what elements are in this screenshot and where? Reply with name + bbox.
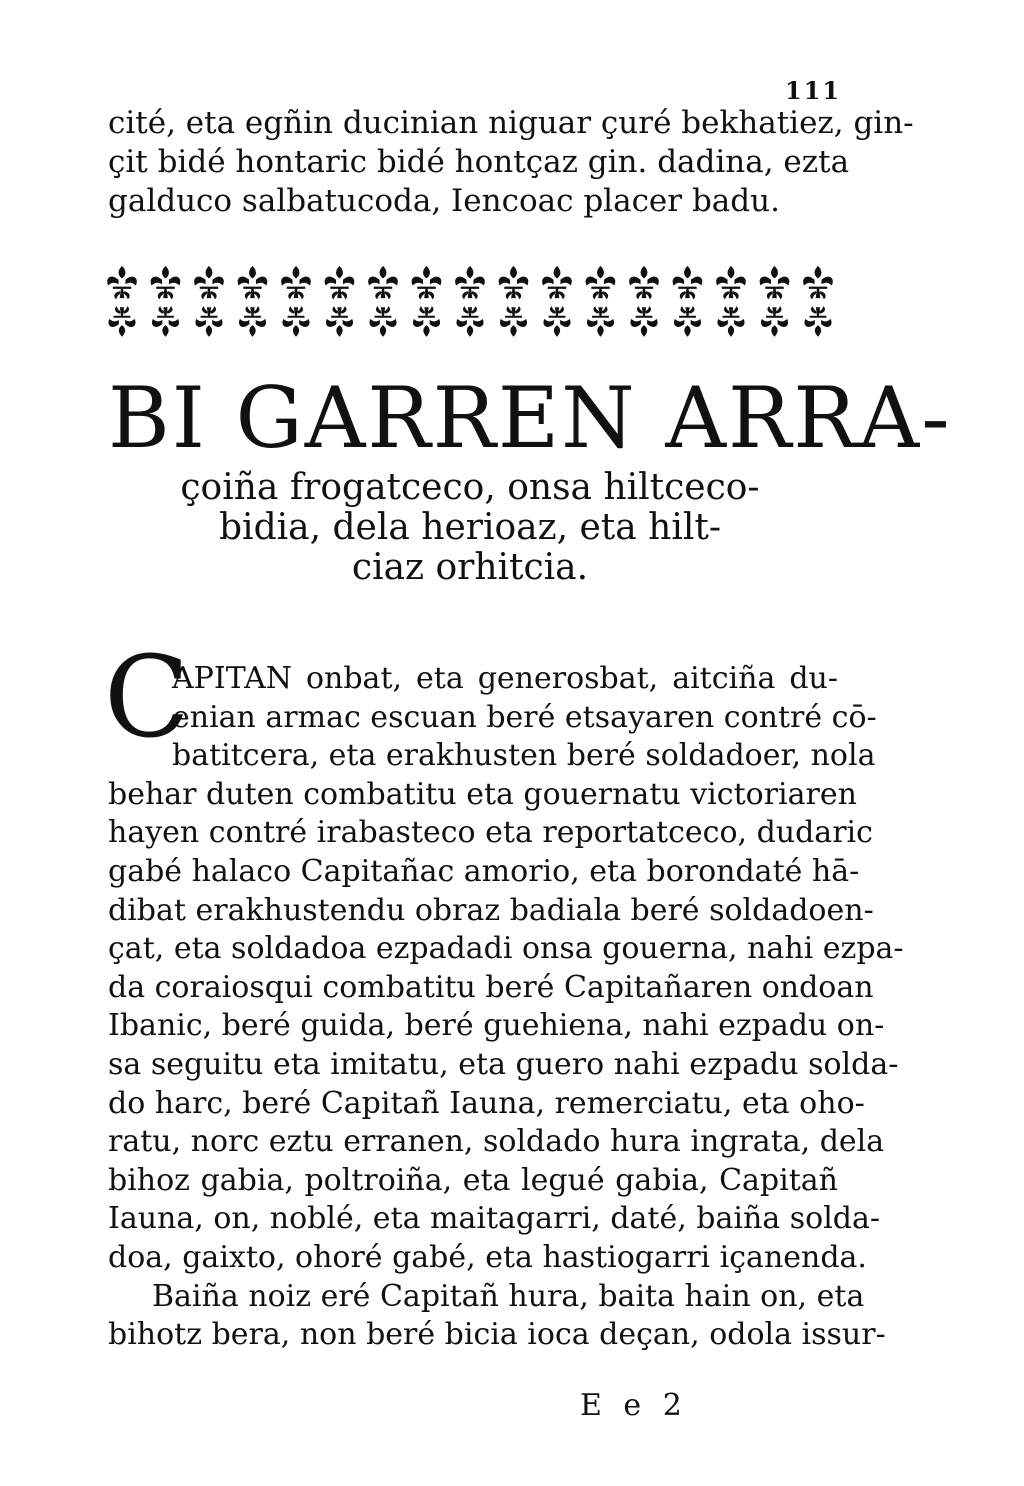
fleuron-glyph (542, 266, 572, 299)
fleuron-glyph (195, 306, 222, 336)
text-line: Iauna, on, noblé, eta maitagarri, daté, baiña solda- (108, 1201, 881, 1237)
fleuron-glyph (326, 306, 353, 336)
fleuron-ornament-band (100, 262, 840, 342)
chapter-title: BI GARREN ARRA- (108, 369, 952, 467)
fleuron-glyph (674, 306, 701, 336)
fleuron-glyph (543, 306, 570, 336)
subtitle-line: bidia, dela herioaz, eta hilt- (219, 507, 721, 548)
fleuron-glyph (804, 306, 831, 336)
fleuron-glyph (282, 306, 309, 336)
fleuron-glyph (760, 266, 790, 299)
text-line: dibat erakhustendu obraz badiala beré soldadoen- (108, 892, 874, 928)
fleuron-icon (100, 262, 840, 342)
text-line: hayen contré irabasteco eta reportatceco, dudaric (108, 815, 873, 851)
fleuron-glyph (499, 266, 529, 299)
fleuron-glyph (716, 266, 746, 299)
text-line: behar duten combatitu eta gouernatu victoriaren (108, 776, 857, 812)
text-line: Ibanic, beré guida, beré guehiena, nahi ezpadu on- (108, 1008, 885, 1044)
subtitle-line: çoiña frogatceco, onsa hiltceco- (180, 467, 760, 508)
text-line: çat, eta soldadoa ezpadadi onsa gouerna, nahi ezpa- (108, 931, 904, 967)
signature-mark: E e 2 (580, 1388, 688, 1423)
fleuron-glyph (238, 266, 268, 299)
fleuron-glyph (151, 266, 181, 299)
fleuron-glyph (673, 266, 703, 299)
fleuron-glyph (629, 266, 659, 299)
fleuron-glyph (803, 266, 833, 299)
text-line: APITAN onbat, eta generosbat, aitciña du- (172, 661, 838, 696)
fleuron-glyph (107, 266, 137, 299)
fleuron-glyph (369, 306, 396, 336)
text-line: sa seguitu eta imitatu, eta guero nahi ezpadu solda- (108, 1046, 899, 1082)
text-line: çit bidé hontaric bidé hontçaz gin. dadina, ezta (108, 144, 850, 180)
text-line: cité, eta egñin ducinian niguar çuré bekhatiez, gin- (108, 105, 914, 141)
fleuron-glyph (325, 266, 355, 299)
fleuron-glyph (630, 306, 657, 336)
fleuron-glyph (587, 306, 614, 336)
chapter-subtitle (180, 468, 760, 588)
fleuron-glyph (412, 266, 442, 299)
text-line: do harc, beré Capitañ Iauna, remerciatu, eta oho- (108, 1085, 865, 1121)
carryover-paragraph (108, 104, 914, 221)
text-line: galduco salbatucoda, Iencoac placer badu. (108, 183, 780, 219)
fleuron-glyph (194, 266, 224, 299)
fleuron-glyph (500, 306, 527, 336)
page-number: 111 (785, 76, 842, 105)
fleuron-glyph (717, 306, 744, 336)
text-line: bihoz gabia, poltroiña, eta legué gabia, Capitañ (108, 1162, 838, 1198)
fleuron-glyph (108, 306, 135, 336)
subtitle-line: ciaz orhitcia. (351, 547, 589, 588)
text-line: batitcera, eta erakhusten beré soldadoer, nola (172, 738, 876, 774)
fleuron-glyph (152, 306, 179, 336)
body-paragraph (108, 660, 904, 1355)
text-line: da coraiosqui combatitu beré Capitañaren ondoan (108, 969, 874, 1005)
fleuron-glyph (368, 266, 398, 299)
fleuron-glyph (239, 306, 266, 336)
fleuron-glyph (281, 266, 311, 299)
fleuron-glyph (456, 306, 483, 336)
drop-cap: C (104, 633, 190, 763)
text-line: enian armac escuan beré etsayaren contré cō- (172, 699, 877, 735)
text-line: gabé halaco Capitañac amorio, eta borondaté hā- (108, 853, 860, 889)
fleuron-glyph (761, 306, 788, 336)
text-line: Baiña noiz eré Capitañ hura, baita hain on, eta (152, 1278, 865, 1314)
text-line: doa, gaixto, ohoré gabé, eta hastiogarri içanenda. (108, 1239, 867, 1275)
fleuron-glyph (455, 266, 485, 299)
fleuron-glyph (413, 306, 440, 336)
text-line: ratu, norc eztu erranen, soldado hura ingrata, dela (108, 1124, 885, 1160)
text-line: bihotz bera, non beré bicia ioca deçan, odola issur- (108, 1317, 886, 1353)
fleuron-glyph (586, 266, 616, 299)
